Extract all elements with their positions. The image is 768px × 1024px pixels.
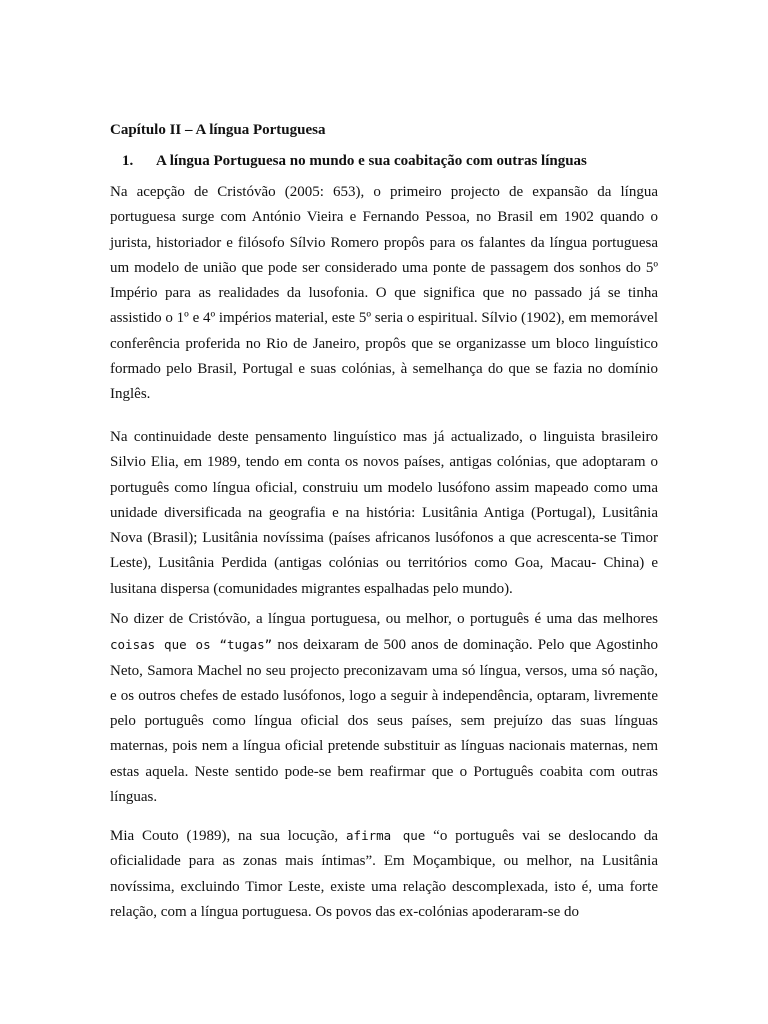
paragraph-3-mono-phrase: coisas que os “tugas” [110,637,273,653]
section-heading [122,153,587,170]
paragraph-2: Na continuidade deste pensamento linguístico mas já actualizado, o linguista brasileiro Silvio Elia, em 1989, tendo em conta os novos países, antigas colónias, que adoptaram o português como língua oficial, construiu um modelo lusófono assim mapeado como uma unidade diversificada na geografia e na história: Lusitânia Antiga (Portugal), Lusitânia Nova (Brasil); Lusitânia novíssima (países africanos lusófonos a que acrescenta-se Timor Leste), Lusitânia Perdida (antigas colónias ou territórios como Goa, Macau- China) e lusitana dispersa (comunidades migrantes espalhadas pelo mundo). [110,429,658,597]
chapter-title: Capítulo II – A língua Portuguesa [110,122,326,138]
paragraph-1: Na acepção de Cristóvão (2005: 653), o primeiro projecto de expansão da língua portuguesa surge com António Vieira e Fernando Pessoa, no Brasil em 1902 quando o jurista, historiador e filósofo Sílvio Romero propôs para os falantes da língua portuguesa um modelo de união que pode ser considerado uma ponte de passagem dos sonhos do 5º Império para as realidades da lusofonia. O que significa que no passado já se tinha assistido o 1º e 4º impérios material, este 5º seria o espiritual. Sílvio (1902), em memorável conferência proferida no Rio de Janeiro, propôs que se organizasse um bloco linguístico formado pelo Brasil, Portugal e suas colónias, à semelhança do que se fazia no domínio Inglês. [110,184,658,403]
paragraph-3-text-a: No dizer de Cristóvão, a língua portuguesa, ou melhor, o português é uma das melhores [110,611,658,627]
paragraph-3-text-b: nos deixaram de 500 anos de dominação. Pelo que Agostinho Neto, Samora Machel no seu projecto preconizavam uma só língua, versos, uma só nação, e os outros chefes de estado lusófonos, logo a seguir à independência, optaram, livremente pelo português como língua oficial dos seus países, sem prejuízo das suas línguas maternas, pois nem a língua oficial pretende substituir as línguas nacionais maternas, nem estas aquela. Neste sentido pode-se bem reafirmar que o Português coabita com outras línguas. [110,637,658,806]
paragraph-3 [110,607,658,810]
section-number: 1. [122,153,134,169]
paragraph-4-mono-phrase: afirma que [346,828,426,843]
section-title: A língua Portuguesa no mundo e sua coabitação com outras línguas [156,153,587,169]
paragraph-4-text-a: Mia Couto (1989), na sua locução, [110,828,347,844]
paragraph-4-text-b: “o português vai se deslocando da oficialidade para as zonas mais íntimas”. Em Moçambique, ou melhor, na Lusitânia novíssima, excluindo Timor Leste, existe uma relação descomplexada, isto é, uma forte relação, com a língua portuguesa. Os povos das ex-colónias apoderaram-se do [110,828,658,920]
paragraph-4 [110,823,658,925]
